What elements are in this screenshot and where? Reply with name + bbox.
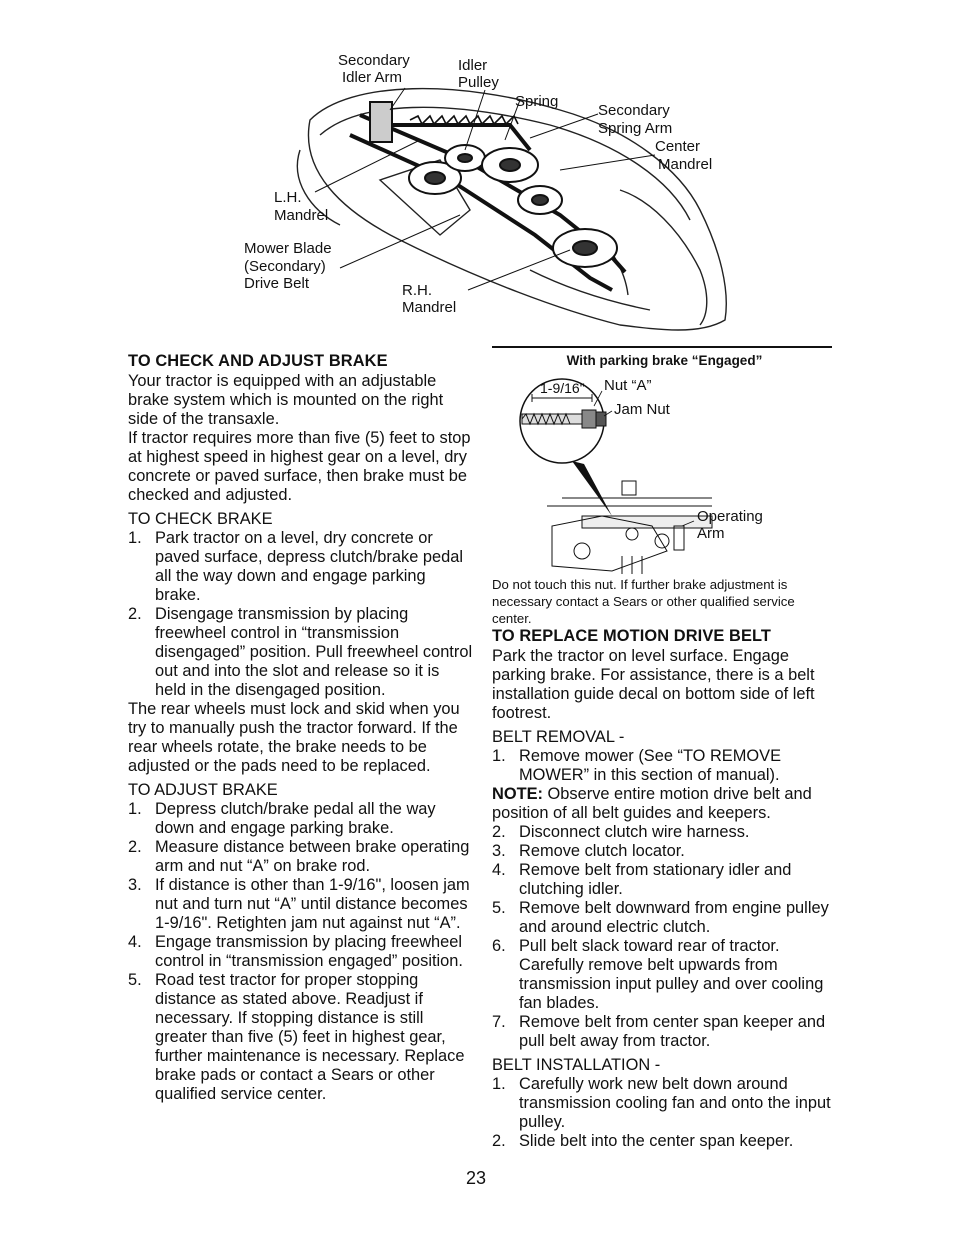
- label-jam-nut: Jam Nut: [614, 401, 670, 418]
- brake-warning-note: Do not touch this nut. If further brake adjustment is necessary contact a Sears or other qualified service center.: [492, 577, 795, 626]
- label-rh-mandrel: R.H.: [402, 282, 432, 299]
- list-item: 3. If distance is other than 1-9/16", loosen jam nut and turn nut “A” until distance becomes 1-9/16". Retighten jam nut against nut “A”.: [128, 876, 470, 932]
- label-nut-a: Nut “A”: [604, 377, 652, 394]
- list-item: 4. Remove belt from stationary idler and clutching idler.: [492, 861, 792, 898]
- spring: [410, 116, 518, 124]
- label-lh-mandrel: L.H.: [274, 189, 302, 206]
- label-rh-mandrel-2: Mandrel: [402, 299, 457, 316]
- brake-intro-1: Your tractor is equipped with an adjustable brake system which is mounted on the right side of the transaxle.: [128, 372, 444, 428]
- mower-deck-belt-diagram: [230, 40, 750, 340]
- dimension-label: 1-9/16": [540, 380, 585, 396]
- belt-installation-steps: [492, 1075, 837, 1151]
- label-spring: Spring: [515, 93, 559, 110]
- brake-section: [128, 352, 473, 1104]
- brake-heading: TO CHECK AND ADJUST BRAKE: [128, 352, 388, 370]
- list-item: 2. Disengage transmission by placing freewheel control in “transmission disengaged” position. Pull freewheel control out and into the slot and release so it is held in the disengaged position.: [128, 605, 473, 699]
- page-number: 23: [466, 1168, 487, 1188]
- check-brake-heading: TO CHECK BRAKE: [128, 510, 273, 528]
- label-secondary-spring-arm-2: Spring Arm: [598, 120, 673, 137]
- belt-note: [492, 785, 837, 823]
- secondary-idler-arm: [370, 102, 392, 142]
- brake-diagram-caption: With parking brake “Engaged”: [566, 353, 763, 368]
- secondary-pulley: [518, 186, 562, 214]
- label-mower-blade-3: Drive Belt: [244, 275, 310, 292]
- list-item: 6. Pull belt slack toward rear of tractor. Carefully remove belt upwards from transmission input pulley and over cooling fan blades.: [492, 937, 824, 1012]
- belt-removal-heading: BELT REMOVAL -: [492, 728, 625, 746]
- label-mower-blade-2: (Secondary): [244, 258, 326, 275]
- list-item: 5. Road test tractor for proper stopping distance as stated above. Readjust if necessary. If stopping distance is still greater than five (5) feet in highest gear, further maintenance is necessary. Replace brake pads or contact a Sears or other qualified service center.: [128, 971, 465, 1103]
- note-text: Observe entire motion drive belt and position of all belt guides and keepers.: [492, 785, 812, 822]
- list-item: 5. Remove belt downward from engine pulley and around electric clutch.: [492, 899, 829, 936]
- check-brake-result: The rear wheels must lock and skid when you try to manually push the tractor forward. If the rear wheels rotate, the brake needs to be adjusted or the pads need to be replaced.: [128, 700, 460, 775]
- list-item: 1. Remove mower (See “TO REMOVE MOWER” in this section of manual).: [492, 747, 782, 784]
- brake-intro-2: If tractor requires more than five (5) feet to stop at highest speed in highest gear on a level, dry concrete or paved surface, then brake must be checked and adjusted.: [128, 429, 471, 504]
- list-item: 2. Slide belt into the center span keeper.: [492, 1132, 794, 1150]
- belt-section: [492, 352, 837, 1151]
- belt-removal-step-1: [492, 747, 837, 785]
- label-center-mandrel: Center: [655, 138, 701, 155]
- label-operating-arm-2: Arm: [697, 525, 725, 542]
- belt-installation-heading: BELT INSTALLATION -: [492, 1056, 661, 1074]
- list-item: 2. Measure distance between brake operating arm and nut “A” on brake rod.: [128, 838, 470, 875]
- label-lh-mandrel-2: Mandrel: [274, 207, 329, 224]
- label-idler-pulley: Idler: [458, 57, 488, 74]
- belt-intro: Park the tractor on level surface. Engage parking brake. For assistance, there is a belt installation guide decal on bottom side of left footrest.: [492, 647, 815, 722]
- belt-heading: TO REPLACE MOTION DRIVE BELT: [492, 627, 772, 645]
- label-idler-pulley-2: Pulley: [458, 74, 499, 91]
- label-secondary-idler-arm: Secondary: [338, 52, 410, 69]
- list-item: 1. Depress clutch/brake pedal all the way down and engage parking brake.: [128, 800, 436, 837]
- list-item: 3. Remove clutch locator.: [492, 842, 685, 860]
- list-item: 7. Remove belt from center span keeper and pull belt away from tractor.: [492, 1013, 826, 1050]
- adjust-brake-heading: TO ADJUST BRAKE: [128, 781, 278, 799]
- list-item: 2. Disconnect clutch wire harness.: [492, 823, 750, 841]
- adjust-brake-steps: [128, 800, 473, 1104]
- list-item: 1. Park tractor on a level, dry concrete or paved surface, depress clutch/brake pedal all the way down and engage parking brake.: [128, 529, 463, 604]
- label-center-mandrel-2: Mandrel: [658, 156, 713, 173]
- note-label: NOTE:: [492, 785, 543, 803]
- center-mandrel-pulley: [482, 148, 538, 182]
- section-divider: [492, 346, 832, 348]
- brake-rod-diagram: [492, 376, 792, 576]
- check-brake-steps: [128, 529, 473, 700]
- label-secondary-spring-arm: Secondary: [598, 102, 670, 119]
- list-item: 4. Engage transmission by placing freewheel control in “transmission engaged” position.: [128, 933, 463, 970]
- rh-mandrel-pulley: [553, 229, 617, 267]
- label-operating-arm: Operating: [697, 508, 763, 525]
- label-mower-blade: Mower Blade: [244, 240, 332, 257]
- label-secondary-idler-arm-2: Idler Arm: [342, 69, 403, 86]
- list-item: 1. Carefully work new belt down around transmission cooling fan and onto the input pulley.: [492, 1075, 831, 1131]
- belt-removal-steps: [492, 823, 837, 1051]
